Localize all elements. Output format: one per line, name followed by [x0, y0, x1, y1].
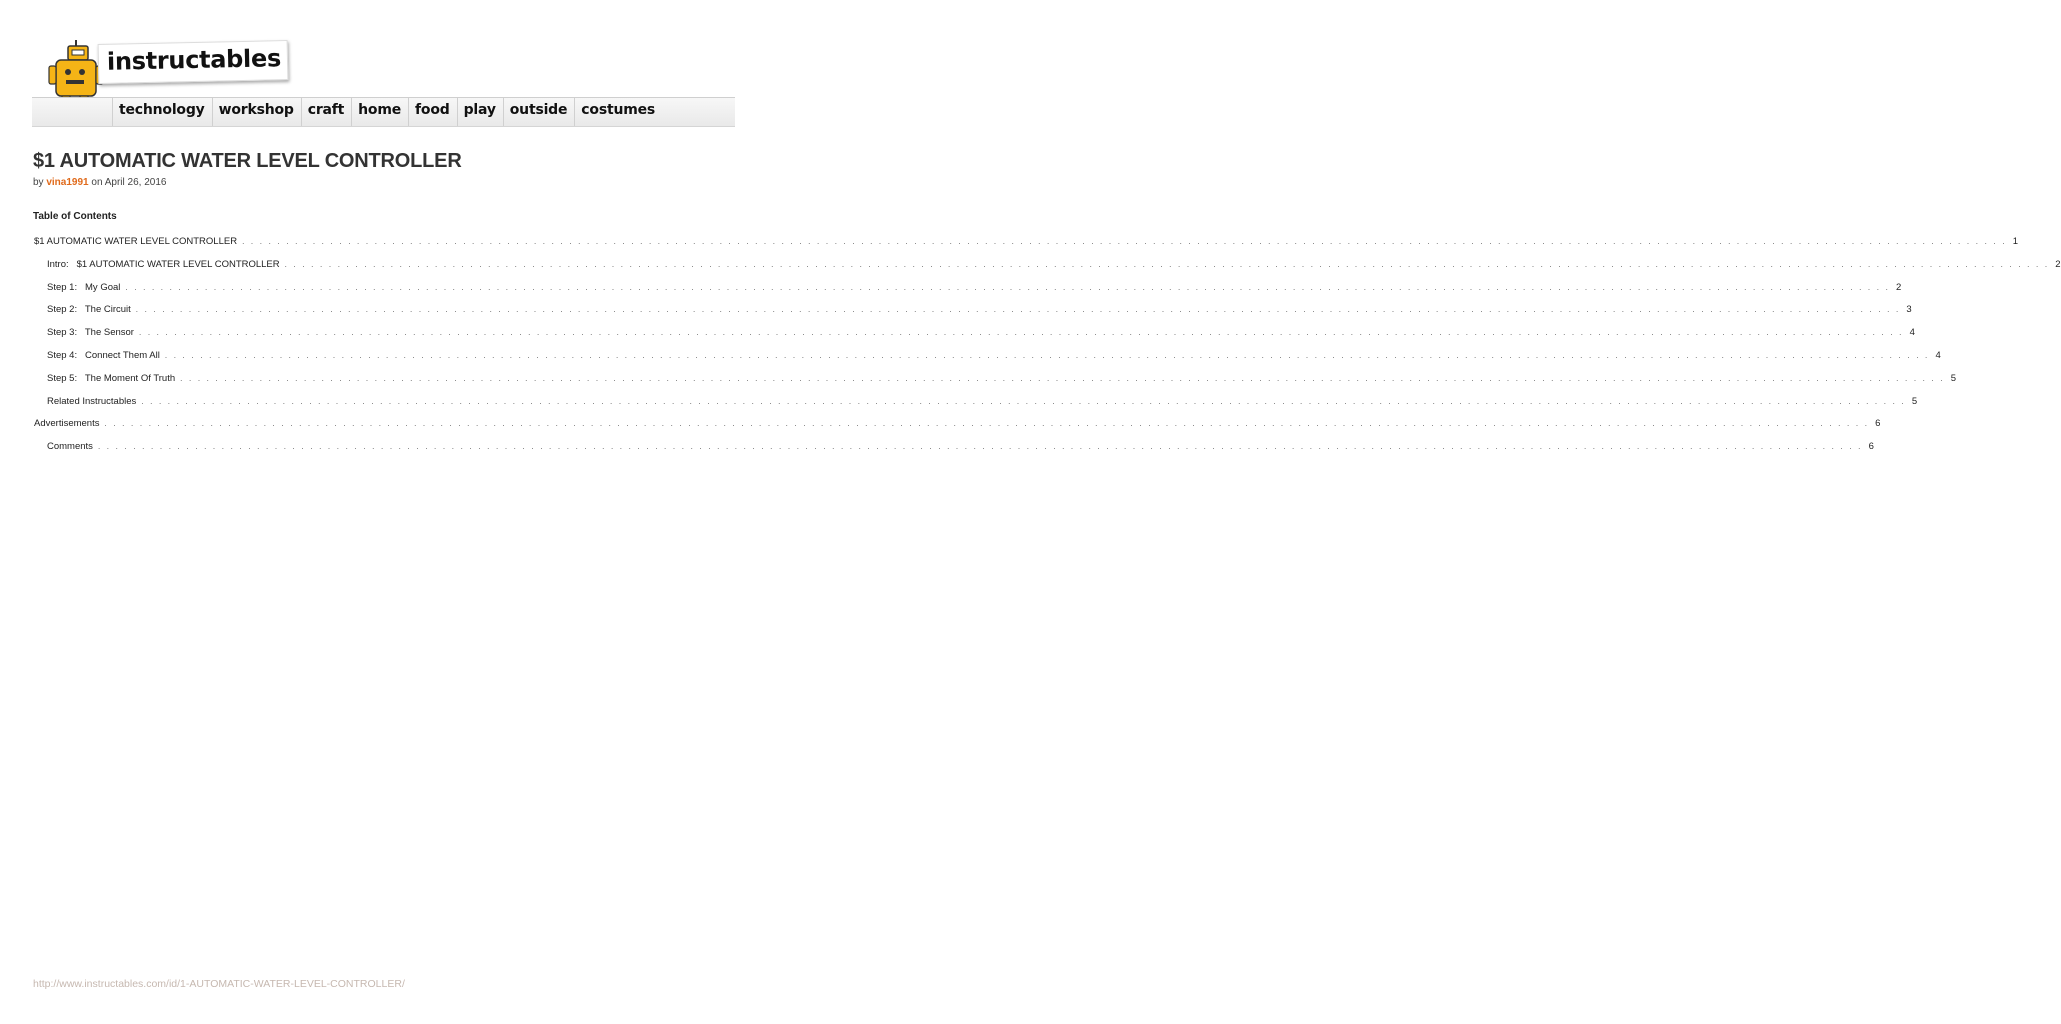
toc-entry-label: Advertisements [34, 418, 100, 430]
nav-item-technology[interactable]: technology [112, 98, 212, 126]
author-link[interactable]: vina1991 [46, 177, 89, 188]
toc-entry-page: 5 [1950, 372, 1957, 384]
toc-leader-dots: . . . . . . . . . . . . . . . . . . . . . . . . . . . . . . . . . . . . . . . . . . . . . . . . . . . . . . . . . . . . . . . . . . . . . . . . . . . . . . . . . . . . . . . . . . . . . . . . . . . . . . . . . . . . . . . . . . . . . . . . . . . . . . . . . . . . . . . . . . . . . . . . . . . . . . . . . . . . . . . . . . . . . . . . . . . . . . . . . . . . . . . . . . . . . . . . . . . . . . . . [135, 305, 1901, 315]
toc-leader-dots: . . . . . . . . . . . . . . . . . . . . . . . . . . . . . . . . . . . . . . . . . . . . . . . . . . . . . . . . . . . . . . . . . . . . . . . . . . . . . . . . . . . . . . . . . . . . . . . . . . . . . . . . . . . . . . . . . . . . . . . . . . . . . . . . . . . . . . . . . . . . . . . . . . . . . . . . . . . . . . . . . . . . . . . . . . . . . . . . . . . . . . . . . . . . . . . . . . . . . . . . [125, 282, 1891, 292]
nav-item-food[interactable]: food [408, 98, 457, 126]
nav-list [112, 98, 662, 126]
toc-entry-label: Related Instructables [47, 395, 137, 407]
toc-entry[interactable] [47, 258, 2061, 273]
by-prefix: by [33, 177, 44, 188]
toc-entry[interactable] [47, 350, 1941, 364]
toc-leader-dots: . . . . . . . . . . . . . . . . . . . . . . . . . . . . . . . . . . . . . . . . . . . . . . . . . . . . . . . . . . . . . . . . . . . . . . . . . . . . . . . . . . . . . . . . . . . . . . . . . . . . . . . . . . . . . . . . . . . . . . . . . . . . . . . . . . . . . . . . . . . . . . . . . . . . . . . . . . . . . . . . . . . . . . . . . . . . . . . . . . . . . . . . . . . . . . . . . . . . . . . . [138, 328, 1904, 338]
toc-entry-label: Step 2: The Circuit [47, 304, 131, 316]
toc-leader-dots: . . . . . . . . . . . . . . . . . . . . . . . . . . . . . . . . . . . . . . . . . . . . . . . . . . . . . . . . . . . . . . . . . . . . . . . . . . . . . . . . . . . . . . . . . . . . . . . . . . . . . . . . . . . . . . . . . . . . . . . . . . . . . . . . . . . . . . . . . . . . . . . . . . . . . . . . . . . . . . . . . . . . . . . . . . . . . . . . . . . . . . . . . . . . . . . . . . . . . . . . [284, 259, 2050, 269]
toc-leader-dots: . . . . . . . . . . . . . . . . . . . . . . . . . . . . . . . . . . . . . . . . . . . . . . . . . . . . . . . . . . . . . . . . . . . . . . . . . . . . . . . . . . . . . . . . . . . . . . . . . . . . . . . . . . . . . . . . . . . . . . . . . . . . . . . . . . . . . . . . . . . . . . . . . . . . . . . . . . . . . . . . . . . . . . . . . . . . . . . . . . . . . . . . . . . . . . . . . . . . . . . . [180, 373, 1945, 383]
footer-url[interactable]: http://www.instructables.com/id/1-AUTOMATIC-WATER-LEVEL-CONTROLLER/ [33, 978, 405, 990]
toc-entry-page: 5 [1911, 395, 1918, 407]
toc-entry-page: 1 [2012, 236, 2018, 247]
toc-leader-dots: . . . . . . . . . . . . . . . . . . . . . . . . . . . . . . . . . . . . . . . . . . . . . . . . . . . . . . . . . . . . . . . . . . . . . . . . . . . . . . . . . . . . . . . . . . . . . . . . . . . . . . . . . . . . . . . . . . . . . . . . . . . . . . . . . . . . . . . . . . . . . . . . . . . . . . . . . . . . . . . . . . . . . . . . . . . . . . . . . . . . . . . . . . . . . . . . . . . . . . . . [104, 419, 1870, 429]
toc-leader-dots: . . . . . . . . . . . . . . . . . . . . . . . . . . . . . . . . . . . . . . . . . . . . . . . . . . . . . . . . . . . . . . . . . . . . . . . . . . . . . . . . . . . . . . . . . . . . . . . . . . . . . . . . . . . . . . . . . . . . . . . . . . . . . . . . . . . . . . . . . . . . . . . . . . . . . . . . . . . . . . . . . . . . . . . . . . . . . . . . . . . . . . . . . . . . . . . . . . . . . . . . [97, 442, 1863, 452]
article-title: $1 AUTOMATIC WATER LEVEL CONTROLLER [33, 150, 462, 172]
toc-entry[interactable] [47, 441, 1874, 455]
toc-entry-label: $1 AUTOMATIC WATER LEVEL CONTROLLER [34, 236, 238, 247]
toc-entry[interactable] [47, 327, 1915, 341]
nav-item-home[interactable]: home [351, 98, 408, 126]
toc-entry-page: 3 [1906, 304, 1912, 316]
toc-entry-page: 4 [1935, 350, 1941, 361]
site-logo[interactable] [98, 40, 289, 84]
publish-date: on April 26, 2016 [91, 177, 167, 188]
toc-entry[interactable] [34, 236, 2018, 250]
toc-entry[interactable] [47, 304, 1912, 318]
category-nav [32, 97, 735, 127]
nav-item-play[interactable]: play [457, 98, 503, 126]
toc-entry-page: 6 [1875, 418, 1881, 430]
toc-entry-label: Intro: $1 AUTOMATIC WATER LEVEL CONTROLLER [47, 258, 280, 270]
byline [33, 177, 166, 188]
site-header [0, 0, 768, 130]
toc-entry[interactable] [47, 281, 1902, 296]
toc-entry[interactable] [47, 372, 1957, 387]
nav-item-costumes[interactable]: costumes [574, 98, 662, 126]
toc-heading: Table of Contents [33, 211, 117, 222]
nav-item-outside[interactable]: outside [503, 98, 575, 126]
toc-leader-dots: . . . . . . . . . . . . . . . . . . . . . . . . . . . . . . . . . . . . . . . . . . . . . . . . . . . . . . . . . . . . . . . . . . . . . . . . . . . . . . . . . . . . . . . . . . . . . . . . . . . . . . . . . . . . . . . . . . . . . . . . . . . . . . . . . . . . . . . . . . . . . . . . . . . . . . . . . . . . . . . . . . . . . . . . . . . . . . . . . . . . . . . . . . . . . . . . . . . . . . . . [164, 351, 1930, 360]
nav-item-workshop[interactable]: workshop [212, 98, 301, 126]
toc-entry-label: Step 3: The Sensor [47, 327, 134, 339]
toc-entry-label: Comments [47, 441, 93, 453]
toc-entry-page: 4 [1909, 327, 1915, 339]
toc-entry-label: Step 1: My Goal [47, 281, 121, 293]
toc-entry-page: 6 [1868, 441, 1874, 453]
toc-entry[interactable] [34, 418, 1881, 432]
toc-leader-dots: . . . . . . . . . . . . . . . . . . . . . . . . . . . . . . . . . . . . . . . . . . . . . . . . . . . . . . . . . . . . . . . . . . . . . . . . . . . . . . . . . . . . . . . . . . . . . . . . . . . . . . . . . . . . . . . . . . . . . . . . . . . . . . . . . . . . . . . . . . . . . . . . . . . . . . . . . . . . . . . . . . . . . . . . . . . . . . . . . . . . . . . . . . . . . . . . . . . . . . . . [242, 237, 2007, 246]
toc-entry-page: 2 [2055, 258, 2061, 270]
toc-entry[interactable] [47, 395, 1918, 410]
toc-entry-label: Step 5: The Moment Of Truth [47, 372, 176, 384]
toc-leader-dots: . . . . . . . . . . . . . . . . . . . . . . . . . . . . . . . . . . . . . . . . . . . . . . . . . . . . . . . . . . . . . . . . . . . . . . . . . . . . . . . . . . . . . . . . . . . . . . . . . . . . . . . . . . . . . . . . . . . . . . . . . . . . . . . . . . . . . . . . . . . . . . . . . . . . . . . . . . . . . . . . . . . . . . . . . . . . . . . . . . . . . . . . . . . . . . . . . . . . . . . . [141, 396, 1906, 406]
toc-entry-page: 2 [1896, 281, 1902, 293]
nav-item-craft[interactable]: craft [301, 98, 351, 126]
toc-entry-label: Step 4: Connect Them All [47, 350, 160, 361]
logo-text: instructables [106, 44, 282, 76]
